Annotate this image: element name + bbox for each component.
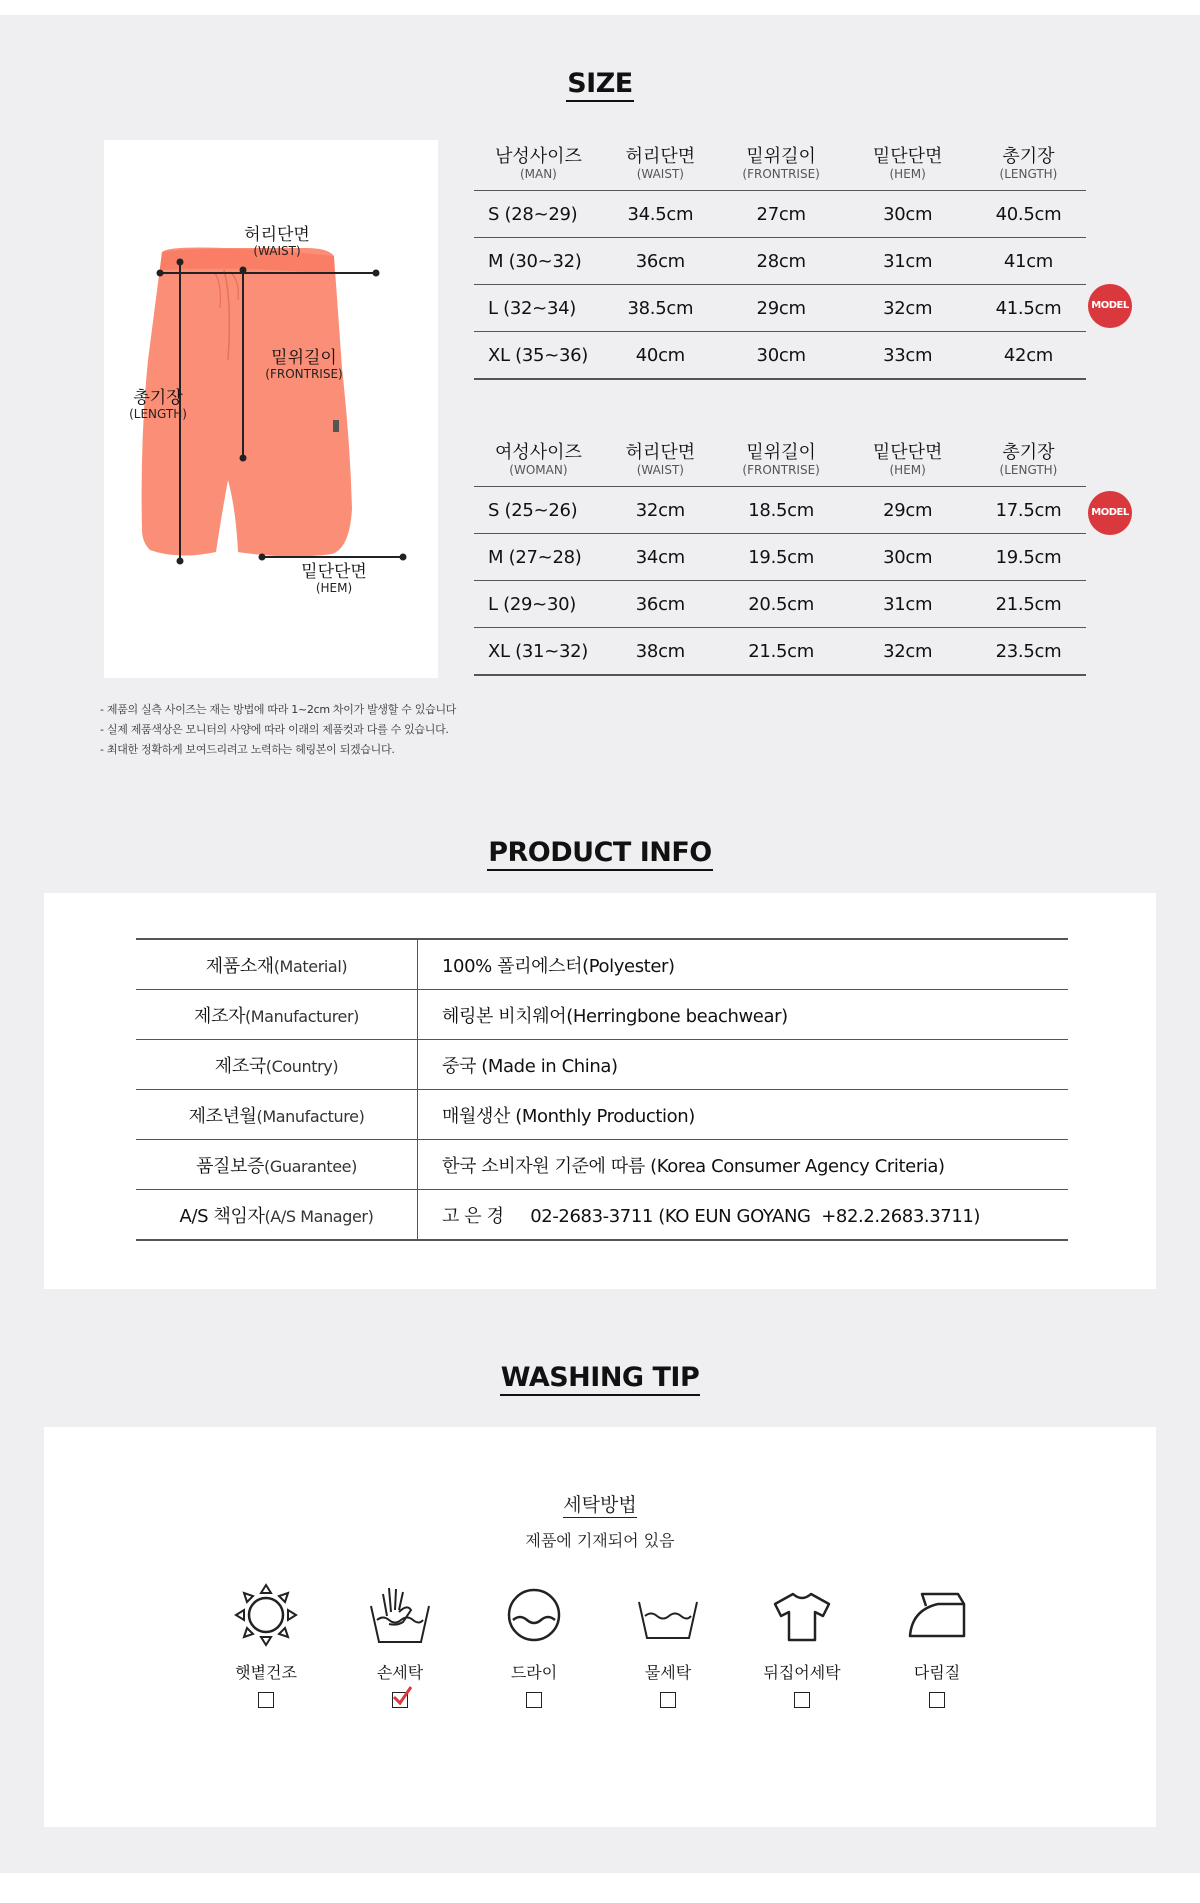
header-en: (LENGTH) bbox=[999, 166, 1058, 181]
size-value-cell: 29cm bbox=[844, 487, 971, 534]
men-size-row bbox=[474, 332, 1086, 380]
product-info-key bbox=[136, 1190, 418, 1241]
length-label: 총기장 (LENGTH) bbox=[129, 388, 187, 421]
key-ko: 제조자 bbox=[193, 1005, 245, 1027]
men-size-row bbox=[474, 191, 1086, 238]
note-line: - 실제 제품색상은 모니터의 사양에 따라 이래의 제품컷과 다를 수 있습니다. bbox=[100, 723, 449, 736]
size-section-title: SIZE bbox=[0, 68, 1200, 99]
women-header-cell bbox=[971, 434, 1086, 487]
key-ko: 제조국 bbox=[214, 1055, 266, 1077]
header-ko: 밑단단면 bbox=[872, 442, 943, 464]
washing-tip-title: WASHING TIP bbox=[0, 1362, 1200, 1393]
women-size-row bbox=[474, 534, 1086, 581]
note-line: - 제품의 실측 사이즈는 재는 방법에 따라 1~2cm 차이가 발생할 수 있습니다 bbox=[100, 703, 457, 716]
size-label-cell: M (27~28) bbox=[474, 534, 603, 581]
washing-item bbox=[474, 1580, 594, 1683]
model-badge-men: MODEL bbox=[1088, 284, 1132, 328]
product-info-row bbox=[136, 939, 1068, 990]
washing-checkbox[interactable] bbox=[258, 1692, 274, 1708]
key-en: (Manufacture) bbox=[256, 1106, 365, 1126]
washing-item-label: 물세탁 bbox=[644, 1663, 692, 1682]
size-value-cell: 21.5cm bbox=[971, 581, 1086, 628]
product-info-row bbox=[136, 1140, 1068, 1190]
size-notes bbox=[100, 700, 456, 760]
hand-wash-icon bbox=[340, 1580, 460, 1654]
note-line: - 최대한 정확하게 보여드리려고 노력하는 헤링본이 되겠습니다. bbox=[100, 743, 395, 756]
machine-wash-icon bbox=[608, 1580, 728, 1654]
header-en: (HEM) bbox=[889, 462, 926, 477]
header-ko: 밑위길이 bbox=[746, 146, 816, 168]
product-info-value: 고 은 경 02-2683-3711 (KO EUN GOYANG +82.2.2683.3711) bbox=[418, 1190, 1069, 1241]
washing-item bbox=[206, 1580, 326, 1683]
size-value-cell: 36cm bbox=[603, 581, 718, 628]
product-info-row bbox=[136, 990, 1068, 1040]
men-header-cell bbox=[844, 138, 971, 191]
product-info-value: 한국 소비자원 기준에 따름 (Korea Consumer Agency Criteria) bbox=[418, 1140, 1069, 1190]
size-value-cell: 19.5cm bbox=[718, 534, 845, 581]
key-en: (Manufacturer) bbox=[244, 1006, 360, 1026]
header-en: (WAIST) bbox=[636, 166, 684, 181]
product-info-value: 중국 (Made in China) bbox=[418, 1040, 1069, 1090]
header-en: (WOMAN) bbox=[509, 462, 568, 477]
size-label-cell: XL (31~32) bbox=[474, 628, 603, 676]
key-ko: A/S 책임자 bbox=[179, 1205, 265, 1227]
women-header-cell bbox=[474, 434, 603, 487]
sun-icon bbox=[206, 1580, 326, 1654]
size-value-cell: 42cm bbox=[971, 332, 1086, 380]
product-info-table bbox=[136, 938, 1068, 1241]
header-en: (MAN) bbox=[519, 166, 557, 181]
size-value-cell: 29cm bbox=[718, 285, 845, 332]
men-size-header bbox=[474, 138, 1086, 191]
size-value-cell: 30cm bbox=[844, 191, 971, 238]
product-info-key bbox=[136, 1090, 418, 1140]
washing-item bbox=[742, 1580, 862, 1683]
washing-checkbox[interactable] bbox=[660, 1692, 676, 1708]
size-value-cell: 20.5cm bbox=[718, 581, 845, 628]
size-value-cell: 32cm bbox=[844, 285, 971, 332]
men-size-table bbox=[474, 138, 1086, 380]
size-value-cell: 31cm bbox=[844, 238, 971, 285]
washing-checkbox[interactable] bbox=[392, 1692, 408, 1708]
header-ko: 허리단면 bbox=[625, 442, 696, 464]
size-label-cell: S (25~26) bbox=[474, 487, 603, 534]
product-info-value: 100% 폴리에스터(Polyester) bbox=[418, 939, 1069, 990]
size-diagram bbox=[104, 140, 438, 678]
size-value-cell: 32cm bbox=[844, 628, 971, 676]
washing-item-label: 손세탁 bbox=[376, 1663, 424, 1682]
key-en: (A/S Manager) bbox=[264, 1206, 374, 1226]
key-ko: 제조년월 bbox=[188, 1105, 257, 1127]
size-value-cell: 27cm bbox=[718, 191, 845, 238]
size-value-cell: 28cm bbox=[718, 238, 845, 285]
size-value-cell: 23.5cm bbox=[971, 628, 1086, 676]
washing-checkbox[interactable] bbox=[526, 1692, 542, 1708]
size-value-cell: 38.5cm bbox=[603, 285, 718, 332]
size-value-cell: 41cm bbox=[971, 238, 1086, 285]
men-header-cell bbox=[474, 138, 603, 191]
product-info-key bbox=[136, 1040, 418, 1090]
key-ko: 품질보증 bbox=[196, 1155, 265, 1177]
washing-item bbox=[608, 1580, 728, 1683]
size-value-cell: 41.5cm bbox=[971, 285, 1086, 332]
size-value-cell: 32cm bbox=[603, 487, 718, 534]
washing-item bbox=[877, 1580, 997, 1683]
washing-method-sub: 제품에 기재되어 있음 bbox=[525, 1531, 675, 1550]
size-label-cell: L (29~30) bbox=[474, 581, 603, 628]
header-ko: 밑단단면 bbox=[872, 146, 943, 168]
size-value-cell: 30cm bbox=[718, 332, 845, 380]
check-icon bbox=[391, 1685, 413, 1707]
product-info-title: PRODUCT INFO bbox=[0, 837, 1200, 868]
women-size-header bbox=[474, 434, 1086, 487]
women-size-row bbox=[474, 628, 1086, 676]
header-ko: 총기장 bbox=[1002, 146, 1055, 168]
washing-item bbox=[340, 1580, 460, 1683]
size-value-cell: 18.5cm bbox=[718, 487, 845, 534]
size-value-cell: 19.5cm bbox=[971, 534, 1086, 581]
key-en: (Country) bbox=[265, 1056, 339, 1076]
men-size-row bbox=[474, 285, 1086, 332]
product-info-key bbox=[136, 1140, 418, 1190]
model-badge-women: MODEL bbox=[1088, 491, 1132, 535]
header-en: (LENGTH) bbox=[999, 462, 1058, 477]
size-label-cell: L (32~34) bbox=[474, 285, 603, 332]
header-ko: 남성사이즈 bbox=[494, 146, 582, 168]
iron-icon bbox=[877, 1580, 997, 1654]
washing-item-label: 드라이 bbox=[510, 1663, 558, 1682]
header-en: (HEM) bbox=[889, 166, 926, 181]
size-value-cell: 40cm bbox=[603, 332, 718, 380]
product-info-row bbox=[136, 1090, 1068, 1140]
header-ko: 총기장 bbox=[1002, 442, 1055, 464]
product-info-value: 헤링본 비치웨어(Herringbone beachwear) bbox=[418, 990, 1069, 1040]
washing-item-label: 햇볕건조 bbox=[235, 1663, 297, 1682]
size-value-cell: 40.5cm bbox=[971, 191, 1086, 238]
washing-checkbox[interactable] bbox=[794, 1692, 810, 1708]
product-info-key bbox=[136, 939, 418, 990]
header-en: (WAIST) bbox=[636, 462, 684, 477]
key-en: (Guarantee) bbox=[264, 1156, 357, 1176]
washing-item-label: 다림질 bbox=[913, 1663, 961, 1682]
product-info-value: 매월생산 (Monthly Production) bbox=[418, 1090, 1069, 1140]
size-value-cell: 34cm bbox=[603, 534, 718, 581]
header-en: (FRONTRISE) bbox=[742, 166, 820, 181]
product-info-key bbox=[136, 990, 418, 1040]
men-header-cell bbox=[603, 138, 718, 191]
washing-item-label: 뒤집어세탁 bbox=[763, 1663, 841, 1682]
key-ko: 제품소재 bbox=[205, 955, 274, 977]
size-value-cell: 34.5cm bbox=[603, 191, 718, 238]
header-ko: 밑위길이 bbox=[746, 442, 816, 464]
women-size-row bbox=[474, 487, 1086, 534]
washing-method-title: 세탁방법 bbox=[563, 1494, 637, 1516]
women-header-cell bbox=[603, 434, 718, 487]
men-size-row bbox=[474, 238, 1086, 285]
size-value-cell: 30cm bbox=[844, 534, 971, 581]
size-value-cell: 38cm bbox=[603, 628, 718, 676]
size-value-cell: 31cm bbox=[844, 581, 971, 628]
men-header-cell bbox=[718, 138, 845, 191]
washing-checkbox[interactable] bbox=[929, 1692, 945, 1708]
tshirt-icon bbox=[742, 1580, 862, 1654]
waist-label: 허리단면 (WAIST) bbox=[244, 225, 310, 258]
header-ko: 여성사이즈 bbox=[494, 442, 582, 464]
frontrise-label: 밑위길이 (FRONTRISE) bbox=[265, 348, 343, 381]
size-value-cell: 17.5cm bbox=[971, 487, 1086, 534]
hem-label: 밑단단면 (HEM) bbox=[301, 562, 367, 595]
size-value-cell: 21.5cm bbox=[718, 628, 845, 676]
size-label-cell: S (28~29) bbox=[474, 191, 603, 238]
women-header-cell bbox=[718, 434, 845, 487]
women-size-table bbox=[474, 434, 1086, 676]
product-info-row bbox=[136, 1040, 1068, 1090]
women-size-row bbox=[474, 581, 1086, 628]
header-ko: 허리단면 bbox=[625, 146, 696, 168]
product-info-row bbox=[136, 1190, 1068, 1241]
header-en: (FRONTRISE) bbox=[742, 462, 820, 477]
men-header-cell bbox=[971, 138, 1086, 191]
size-label-cell: XL (35~36) bbox=[474, 332, 603, 380]
women-header-cell bbox=[844, 434, 971, 487]
size-value-cell: 36cm bbox=[603, 238, 718, 285]
size-value-cell: 33cm bbox=[844, 332, 971, 380]
dry-clean-icon bbox=[474, 1580, 594, 1654]
key-en: (Material) bbox=[273, 956, 348, 976]
size-label-cell: M (30~32) bbox=[474, 238, 603, 285]
